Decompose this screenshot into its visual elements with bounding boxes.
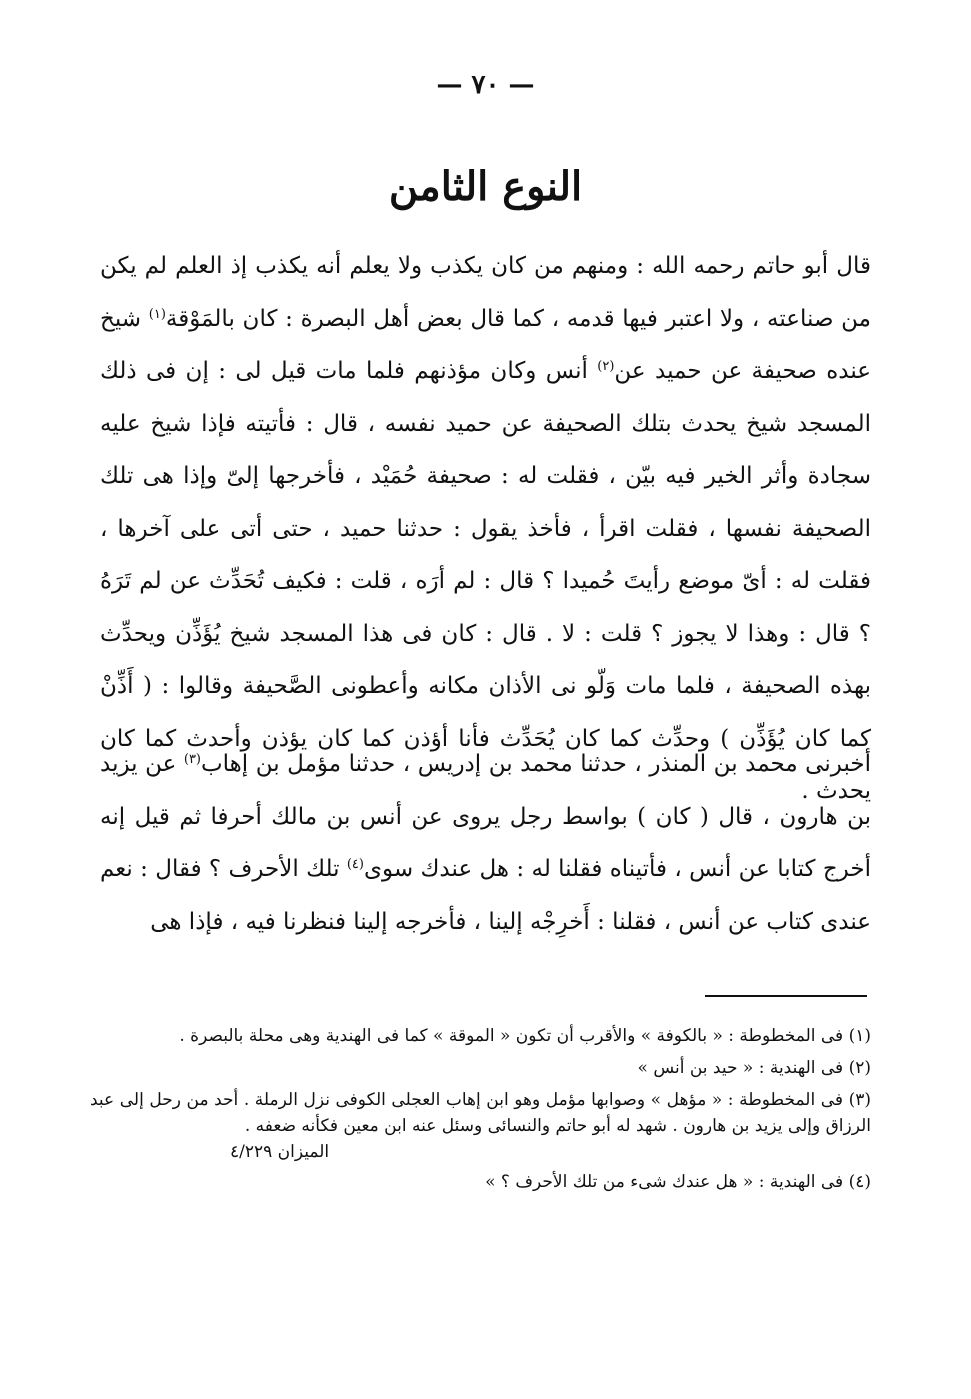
footnote-divider xyxy=(705,995,867,997)
body-paragraph-2 xyxy=(100,738,871,948)
footnote-3-reference: الميزان ٤/٢٢٩ xyxy=(230,1142,330,1162)
footnote-ref-4: (٤) xyxy=(346,857,364,872)
footnotes xyxy=(90,1023,871,1201)
footnote-2: (٢) فى الهندية : « حيد بن أنس » xyxy=(637,1058,871,1078)
footnote-ref-2: (٢) xyxy=(597,359,615,374)
footnote-4: (٤) فى الهندية : « هل عندك شىء من تلك الأحرف ؟ » xyxy=(485,1172,871,1192)
para2-text-1: أخبرنى محمد بن المنذر ، حدثنا محمد بن إدريس ، حدثنا مؤمل بن إهاب xyxy=(201,751,871,777)
para2-text-2: عن يزيد بن هارون ، قال ( كان ) بواسط رجل يروى عن أنس بن مالك أحرفا ثم قيل إنه أخرج كتابا عن أنس ، فأتيناه فقلنا له : هل عندك سوى xyxy=(100,751,871,882)
para1-text-3: أنس وكان مؤذنهم فلما مات قيل لى : إن فى ذلك المسجد شيخ يحدث بتلك الصحيفة عن حميد نفسه ، قال : فأتيته فإذا شيخ عليه سجادة وأثر الخير فيه بيّن ، فقلت له : صحيفة حُمَيْد ، فأخرجها إلىّ وإذا هى تلك الصحيفة نفسها ، فقلت اقرأ ، فأخذ يقول : حدثنا حميد ، حتى أتى على آخرها ، فقلت له : أىّ موضع رأيتَ حُميدا ؟ قال : لم أرَه ، قلت : فكيف تُحَدِّث عن لم تَرَهُ ؟ قال : وهذا لا يجوز ؟ قلت : لا . قال : كان فى هذا المسجد شيخ يُؤَذِّن ويحدِّث بهذه الصحيفة ، فلما مات وَلّو نى الأذان مكانه وأعطونى الصَّحيفة وقالوا : ( أَذِّنْ كما كان يُؤَذِّن ) وحدِّث كما كان يُحَدِّث فأنا أؤذن كما كان يؤذن وأحدث كما كان يحدث . xyxy=(100,358,871,804)
para1-text-1: قال أبو حاتم رحمه الله : ومنهم من كان يكذب ولا يعلم أنه يكذب إذ العلم لم يكن من صناعته ، ولا اعتبر فيها قدمه ، كما قال بعض أهل البصرة : كان بالمَوْقة xyxy=(100,253,872,332)
para2-text-3: تلك الأحرف ؟ فقال : نعم عندى كتاب عن أنس ، فقلنا : أَخرِجْه إلينا ، فأخرجه إلينا فنظرنا فيه ، فإذا هى xyxy=(100,856,871,935)
chapter-title: النوع الثامن xyxy=(388,163,583,210)
para1-text-2: شيخ عنده صحيفة عن حميد عن xyxy=(100,305,872,384)
footnote-ref-1: (١) xyxy=(148,306,166,322)
footnote-3: (٣) فى المخطوطة : « مؤهل » وصوابها مؤمل وهو ابن إهاب العجلى الكوفى نزل الرملة . أحد من رحل إلى عبد الرزاق وإلى يزيد بن هارون . شهد له أبو حاتم والنسائى وسئل عنه ابن معين فكأنه ضعفه . xyxy=(90,1090,871,1136)
footnote-1: (١) فى المخطوطة : « بالكوفة » والأقرب أن تكون « الموقة » كما فى الهندية وهى محلة بالبصرة . xyxy=(179,1026,871,1046)
footnote-ref-3: (٣) xyxy=(183,752,201,767)
body-paragraph-1 xyxy=(100,240,871,818)
page-number: — ٧٠ — xyxy=(436,70,535,100)
